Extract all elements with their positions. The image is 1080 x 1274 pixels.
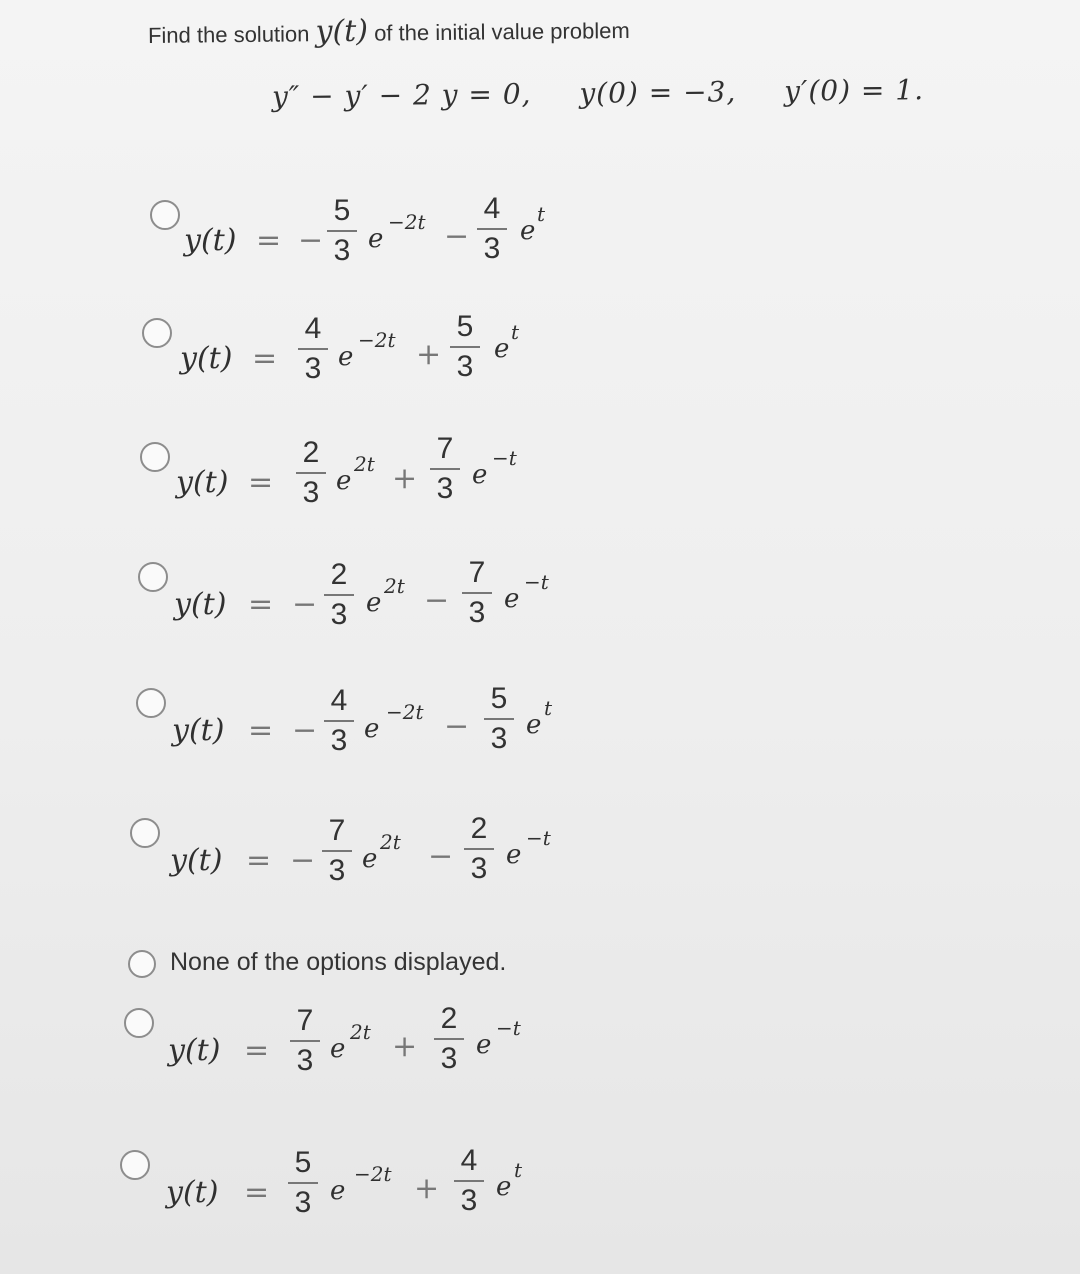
denominator: 3	[294, 1186, 312, 1219]
exponential-base: e	[506, 840, 522, 870]
option-lhs: y(t)	[168, 1033, 221, 1068]
exponential-base: e	[362, 844, 378, 874]
coefficient-2	[432, 1004, 466, 1074]
coefficient-2	[448, 312, 482, 382]
exponential-base: e	[330, 1034, 346, 1064]
differential-equation: y″ − y′ − 2 y = 0,	[271, 77, 532, 113]
coefficient-2	[428, 434, 462, 504]
radio-button[interactable]	[120, 1150, 150, 1180]
numerator: 5	[490, 682, 508, 715]
numerator: 2	[302, 436, 320, 469]
numerator: 7	[296, 1004, 314, 1037]
initial-value-problem	[272, 73, 924, 113]
prompt-math-variable: y(t)	[315, 13, 369, 50]
equals-sign: =	[244, 1175, 270, 1210]
numerator: 4	[460, 1144, 478, 1177]
exponent-1: −2t	[354, 1162, 392, 1186]
numerator: 2	[470, 812, 488, 845]
operator: +	[392, 461, 418, 496]
option-lhs: y(t)	[184, 223, 237, 258]
option-lhs: y(t)	[166, 1175, 219, 1210]
operator: +	[414, 1171, 440, 1206]
denominator: 3	[436, 472, 454, 505]
coefficient-1	[320, 816, 354, 886]
denominator: 3	[490, 722, 508, 755]
coefficient-2	[475, 194, 509, 264]
exponential-base: e	[364, 714, 380, 744]
denominator: 3	[333, 234, 351, 267]
option-lhs: y(t)	[176, 465, 229, 500]
initial-condition-position: y(0) = −3,	[579, 75, 737, 110]
none-of-the-options-label: None of the options displayed.	[170, 948, 507, 976]
operator: −	[444, 709, 470, 744]
numerator: 2	[330, 558, 348, 591]
coefficient-1	[288, 1006, 322, 1076]
exponent-1: 2t	[384, 574, 405, 598]
option-lhs: y(t)	[180, 341, 233, 376]
coefficient-1	[322, 560, 356, 630]
numerator: 7	[468, 556, 486, 589]
coefficient-2	[482, 684, 516, 754]
exponent-1: −2t	[386, 700, 424, 724]
coefficient-1	[325, 196, 359, 266]
exponent-2: −t	[496, 1016, 521, 1040]
coefficient-2	[452, 1146, 486, 1216]
operator: −	[428, 839, 454, 874]
exponent-1: −2t	[388, 210, 426, 234]
exponent-2: t	[511, 320, 520, 344]
equals-sign: =	[248, 587, 274, 622]
exponential-base: e	[366, 588, 382, 618]
equals-sign: =	[252, 341, 278, 376]
question-prompt	[148, 11, 630, 51]
numerator: 4	[330, 684, 348, 717]
exponent-1: 2t	[380, 830, 401, 854]
leading-sign: −	[298, 223, 324, 258]
radio-button[interactable]	[140, 442, 170, 472]
denominator: 3	[302, 476, 320, 509]
numerator: 7	[328, 814, 346, 847]
numerator: 4	[483, 192, 501, 225]
exponential-base: e	[520, 216, 536, 246]
denominator: 3	[470, 852, 488, 885]
exponential-base: e	[496, 1172, 512, 1202]
coefficient-1	[294, 438, 328, 508]
denominator: 3	[468, 596, 486, 629]
denominator: 3	[328, 854, 346, 887]
denominator: 3	[304, 352, 322, 385]
numerator: 5	[456, 310, 474, 343]
radio-button[interactable]	[136, 688, 166, 718]
operator: +	[392, 1029, 418, 1064]
numerator: 2	[440, 1002, 458, 1035]
denominator: 3	[296, 1044, 314, 1077]
coefficient-1	[322, 686, 356, 756]
prompt-text-start: Find the solution	[147, 21, 310, 48]
denominator: 3	[456, 350, 474, 383]
exponent-1: −2t	[358, 328, 396, 352]
operator: −	[444, 219, 470, 254]
radio-button[interactable]	[150, 200, 180, 230]
option-lhs: y(t)	[170, 843, 223, 878]
exponential-base: e	[494, 334, 510, 364]
denominator: 3	[460, 1184, 478, 1217]
initial-condition-derivative: y′(0) = 1.	[784, 73, 925, 108]
equals-sign: =	[248, 465, 274, 500]
exponent-2: −t	[524, 570, 549, 594]
exponent-2: t	[514, 1158, 523, 1182]
option-lhs: y(t)	[172, 713, 225, 748]
radio-button[interactable]	[128, 950, 156, 978]
numerator: 5	[333, 194, 351, 227]
exponential-base: e	[330, 1176, 346, 1206]
exponential-base: e	[472, 460, 488, 490]
exponent-1: 2t	[350, 1020, 371, 1044]
coefficient-2	[460, 558, 494, 628]
denominator: 3	[330, 724, 348, 757]
numerator: 4	[304, 312, 322, 345]
leading-sign: −	[292, 587, 318, 622]
coefficient-1	[286, 1148, 320, 1218]
operator: +	[416, 337, 442, 372]
exponent-1: 2t	[354, 452, 375, 476]
exponent-2: −t	[492, 446, 517, 470]
numerator: 7	[436, 432, 454, 465]
prompt-text-end: of the initial value problem	[373, 17, 630, 46]
exponent-2: −t	[526, 826, 551, 850]
denominator: 3	[483, 232, 501, 265]
numerator: 5	[294, 1146, 312, 1179]
coefficient-1	[296, 314, 330, 384]
exponential-base: e	[526, 710, 542, 740]
equals-sign: =	[256, 223, 282, 258]
radio-button[interactable]	[142, 318, 172, 348]
leading-sign: −	[290, 843, 316, 878]
equals-sign: =	[244, 1033, 270, 1068]
operator: −	[424, 583, 450, 618]
coefficient-2	[462, 814, 496, 884]
denominator: 3	[330, 598, 348, 631]
radio-button[interactable]	[138, 562, 168, 592]
leading-sign: −	[292, 713, 318, 748]
exponential-base: e	[338, 342, 354, 372]
exponential-base: e	[368, 224, 384, 254]
exponential-base: e	[336, 466, 352, 496]
exponent-2: t	[537, 202, 546, 226]
radio-button[interactable]	[124, 1008, 154, 1038]
option-lhs: y(t)	[174, 587, 227, 622]
exponent-2: t	[544, 696, 553, 720]
exponential-base: e	[504, 584, 520, 614]
radio-button[interactable]	[130, 818, 160, 848]
equals-sign: =	[246, 843, 272, 878]
exponential-base: e	[476, 1030, 492, 1060]
denominator: 3	[440, 1042, 458, 1075]
equals-sign: =	[248, 713, 274, 748]
